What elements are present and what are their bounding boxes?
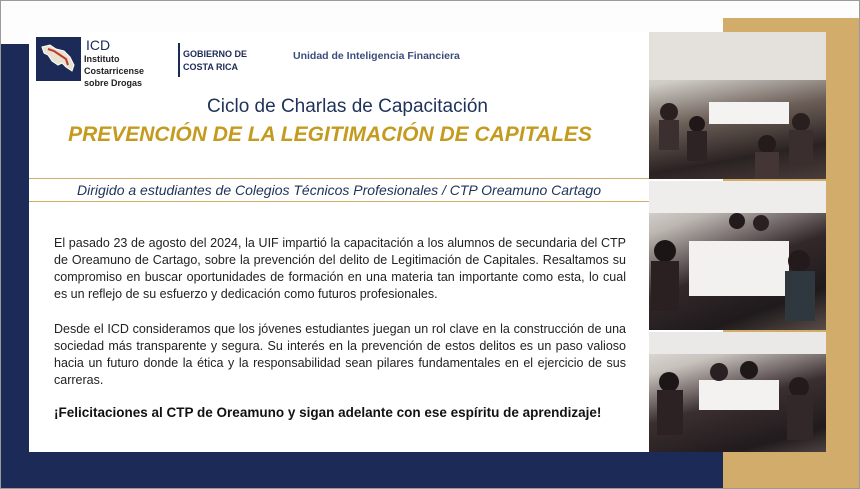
photo-training-room xyxy=(649,32,826,179)
navy-accent-left xyxy=(1,44,29,488)
government-label: GOBIERNO DE COSTA RICA xyxy=(183,49,248,72)
photo-students-table xyxy=(649,181,826,330)
navy-accent-bottom xyxy=(1,452,723,488)
unit-label: Unidad de Inteligencia Financiera xyxy=(293,50,460,62)
icd-full-name: Instituto Costarricense sobre Drogas xyxy=(84,54,145,88)
government-divider xyxy=(178,43,180,77)
body-paragraph-2: Desde el ICD consideramos que los jóvenes estudiantes juegan un rol clave en la construcción de una sociedad más transparente y segura. Su interés en la prevención de estos delitos es un paso valioso hacia un futuro donde la ética y la responsabilidad sean pilares fundamentales en el ejercicio de sus carreras. xyxy=(54,322,626,387)
icd-abbreviation: ICD xyxy=(86,37,111,53)
audience-banner: Dirigido a estudiantes de Colegios Técnicos Profesionales / CTP Oreamuno Cartago xyxy=(29,178,649,202)
headline: PREVENCIÓN DE LA LEGITIMACIÓN DE CAPITALES xyxy=(68,123,592,146)
photo-group-session xyxy=(649,332,826,452)
closing-message: ¡Felicitaciones al CTP de Oreamuno y sigan adelante con ese espíritu de aprendizaje! xyxy=(54,405,602,420)
costa-rica-map-icon xyxy=(40,43,78,75)
series-title: Ciclo de Charlas de Capacitación xyxy=(207,96,488,117)
icd-logo xyxy=(36,37,81,81)
body-paragraph-1: El pasado 23 de agosto del 2024, la UIF impartió la capacitación a los alumnos de secundaria del CTP de Oreamuno de Cartago, sobre la prevención del delito de Legitimación de Capitales. Resaltamos su compromiso en buscar oportunidades de formación en una materia tan importante como esta, lo cual es un reflejo de su esfuerzo y dedicación como futuros profesionales. xyxy=(54,236,626,301)
